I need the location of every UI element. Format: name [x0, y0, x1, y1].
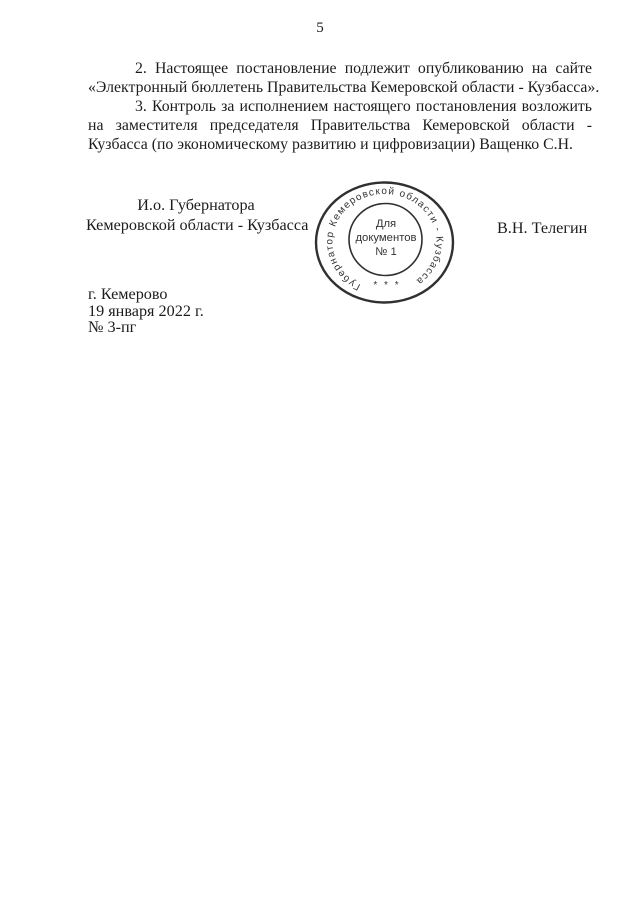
signatory-position-line: Кемеровской области - Кузбасса [86, 215, 309, 234]
stamp-ring-text: Губернатор Кемеровской области - Кузбасса [324, 185, 445, 292]
signatory-position-line: И.о. Губернатора [137, 196, 255, 214]
signatory-name: В.Н. Телегин [497, 219, 588, 237]
footer-city: г. Кемерово [88, 285, 168, 303]
stamp-center-text: Для [375, 218, 397, 230]
paragraph-line: Кузбасса (по экономическому развитию и цифровизации) Ващенко С.Н. [88, 136, 573, 153]
footer-date: 19 января 2022 г. [88, 301, 204, 320]
paragraph-line: 2. Настоящее постановление подлежит опубликованию на сайте [135, 60, 592, 77]
paragraph-line: 3. Контроль за исполнением настоящего постановления возложить [135, 98, 592, 115]
main-text [88, 59, 600, 154]
document-footer [88, 286, 204, 336]
stamp-center-text: № 1 [375, 246, 397, 258]
signatory-position [86, 196, 309, 235]
page-number: 5 [316, 20, 324, 36]
stamp-center-text: документов [355, 232, 417, 244]
paragraph-line: на заместителя председателя Правительства Кемеровской области - [88, 117, 592, 134]
official-stamp [313, 179, 458, 305]
footer-number: № 3-пг [88, 318, 137, 336]
paragraph-line: «Электронный бюллетень Правительства Кемеровской области - Кузбасса». [88, 79, 600, 96]
stamp-bottom-marks: * * * [373, 280, 401, 291]
